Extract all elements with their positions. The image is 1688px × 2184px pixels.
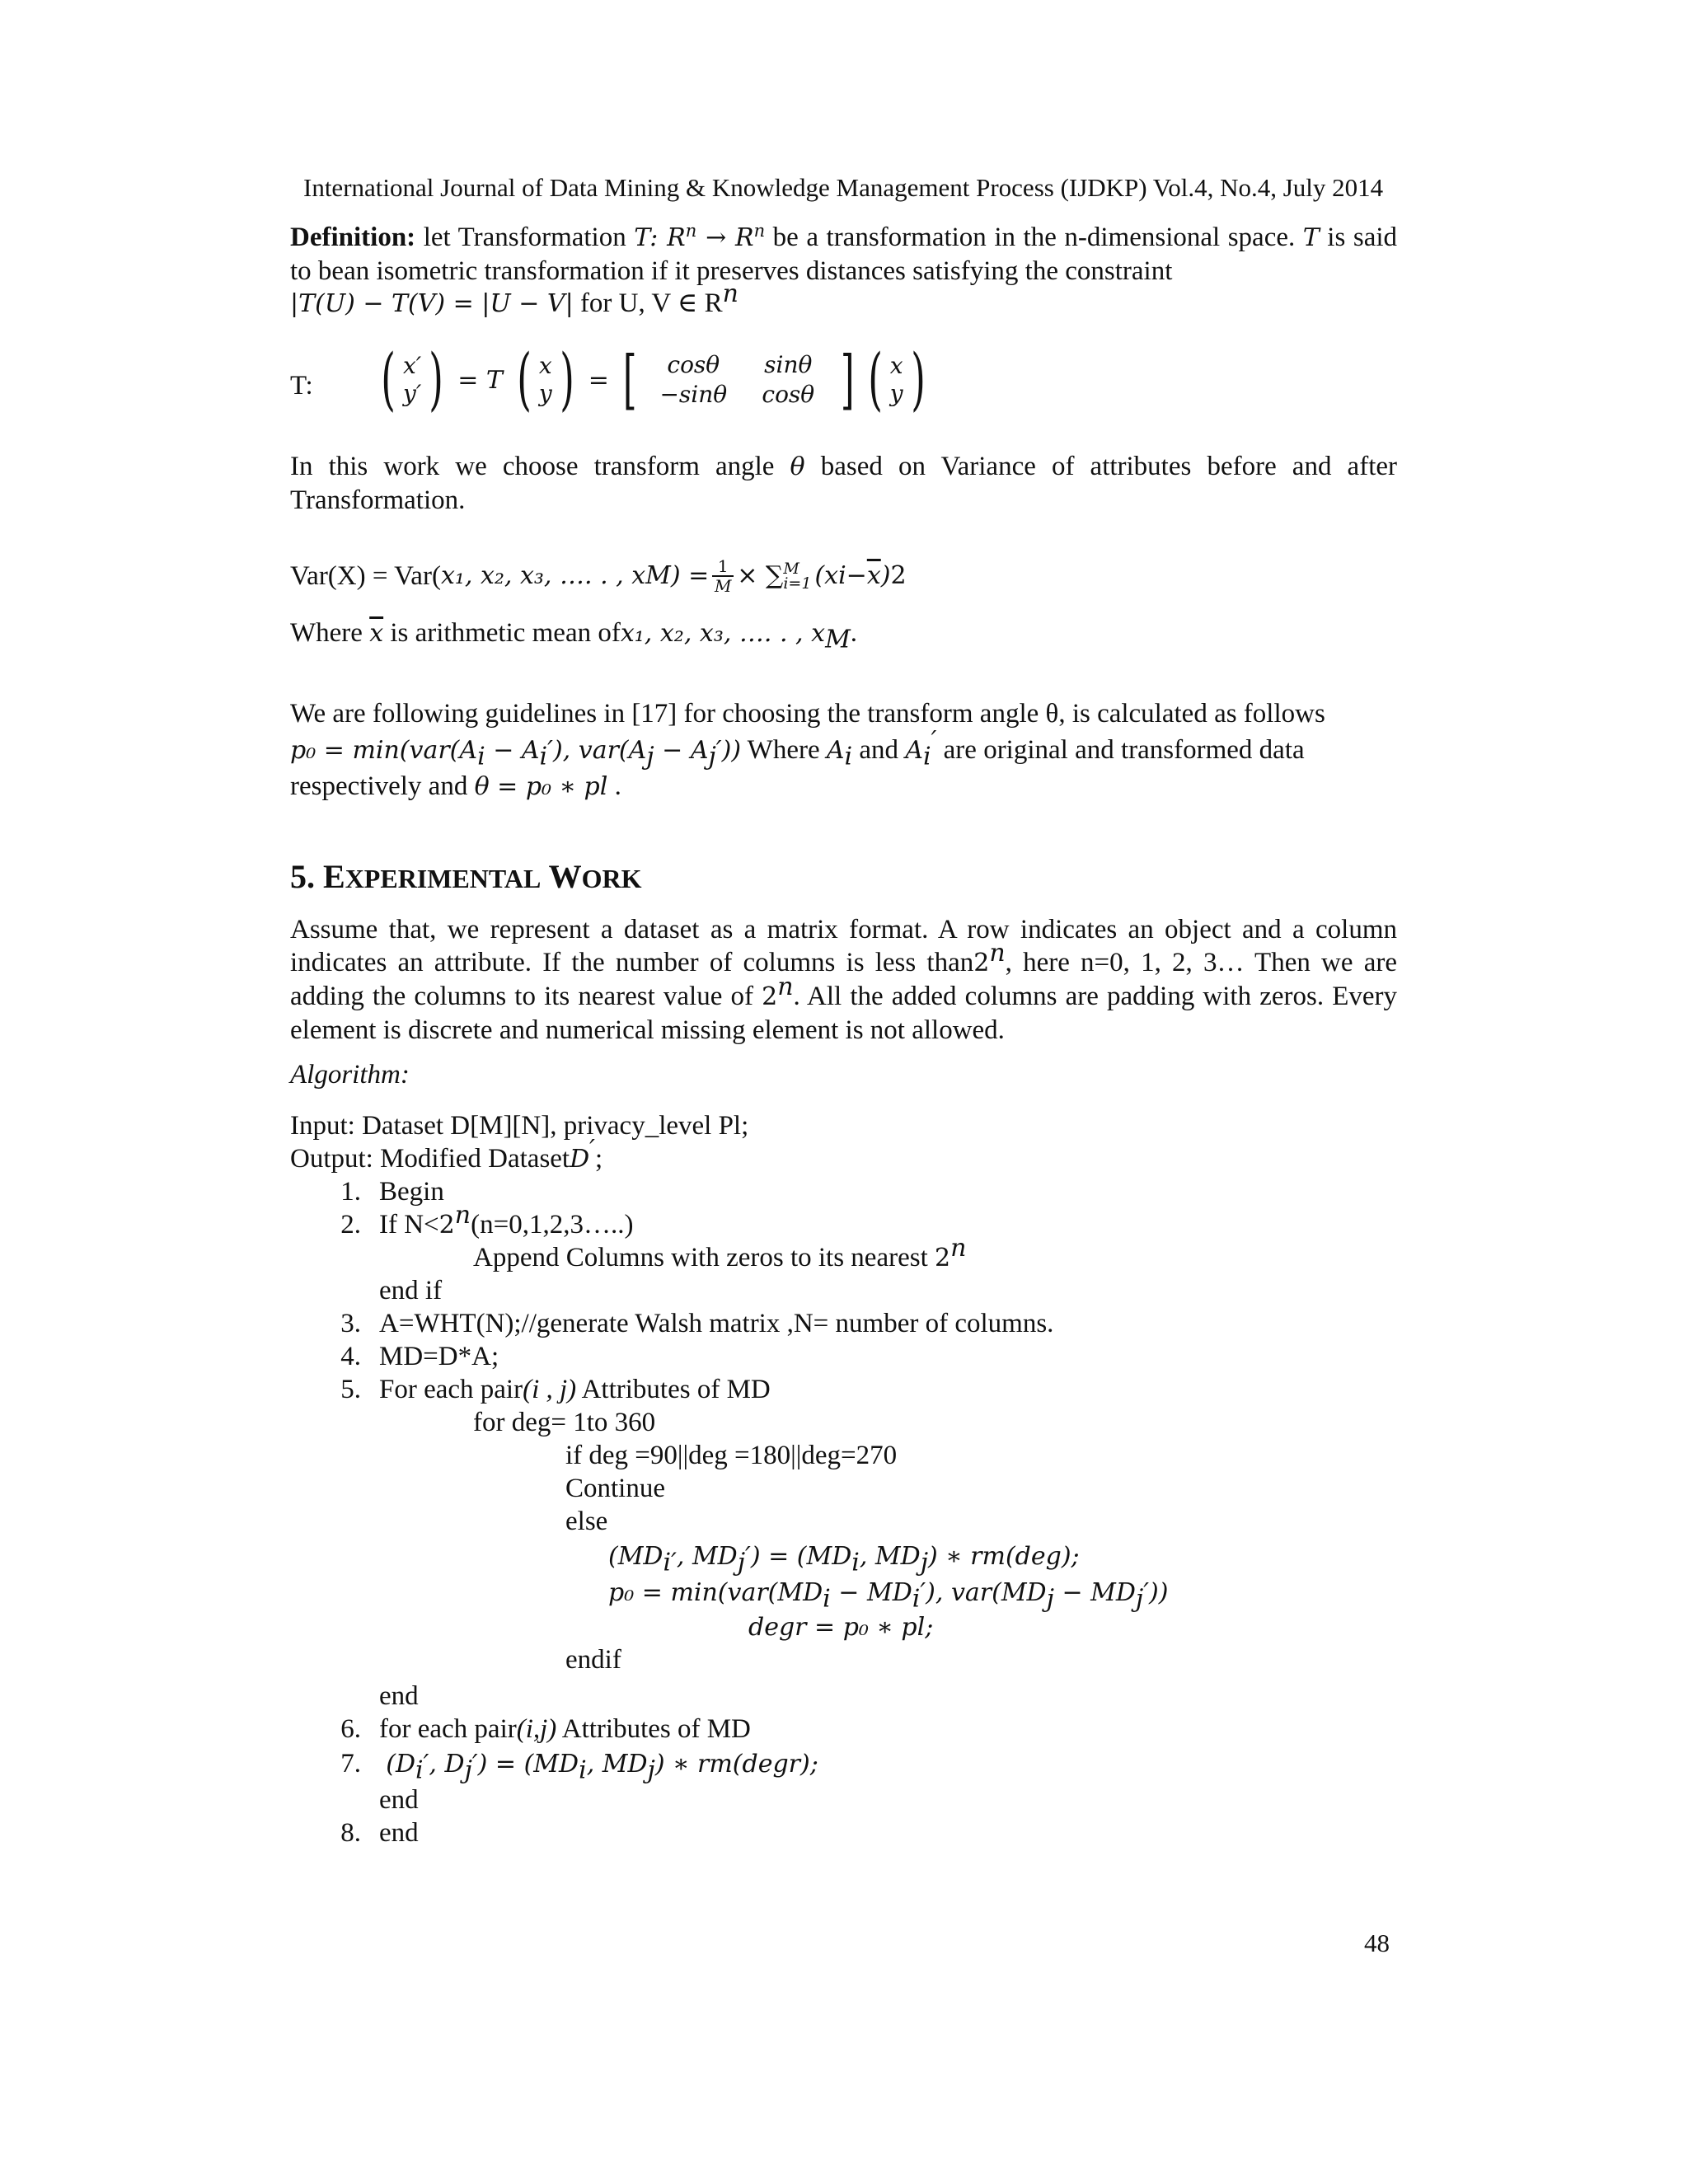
- step-5-endif: endif: [565, 1645, 621, 1675]
- definition-text: be a transformation in the n-dimensional space.: [765, 223, 1303, 252]
- eq-sign: = T: [457, 365, 503, 395]
- definition-text: let Transformation: [415, 223, 635, 252]
- section-heading: 5. EXPERIMENTAL WORK: [290, 858, 642, 895]
- experimental-paragraph: Assume that, we represent a dataset as a matrix format. A row indicates an object and a column indicates an attribute. If the number of columns is less than2$^n$, here n=0, 1, 2, 3… Then we are adding the columns to its nearest value of 2$^n$. All the added columns are padding with zeros. Every element is discrete and numerical missing element is not allowed.: [290, 915, 1397, 1045]
- angle-paragraph: In this work we choose transform angle θ based on Variance of attributes before and after Transformation.: [290, 452, 1397, 515]
- rhs-vector: x y: [889, 352, 903, 407]
- definition-text: is said to bean isometric transformation if it preserves distances satisfying the constraint: [290, 223, 1398, 286]
- algorithm-input: Input: Dataset D[M][N], privacy_level Pl;: [290, 1111, 749, 1141]
- math-transform: T: $R^n \to R^n$: [634, 221, 766, 252]
- theta-definition: respectively and θ = p₀ ∗ pl .: [290, 771, 621, 801]
- page-number: 48: [1364, 1929, 1390, 1957]
- algorithm-output: Output: Modified DatasetD′;: [290, 1135, 603, 1174]
- step-5-p0: $p_0 = \min(var(MD_i - MD_i')$, $var(MD_j - MD_j')$): [608, 1578, 1169, 1614]
- algorithm-title: Algorithm:: [290, 1060, 410, 1090]
- eq-sign: =: [588, 365, 609, 395]
- step-5-if: if deg =90||deg =180||deg=270: [565, 1441, 898, 1470]
- transform-label: T:: [290, 371, 313, 401]
- lhs-vector: x′ y′: [403, 352, 422, 407]
- variance-fraction: $\frac{1}{M}$: [712, 557, 734, 595]
- step-7: 7. ($D_i'$, $D_j') = (MD_i$, $MD_j$) ∗ rm(degr);: [340, 1749, 818, 1785]
- step-5-for: for deg= 1to 360: [473, 1408, 656, 1437]
- step-4: 4. MD=D*A;: [340, 1342, 499, 1371]
- definition-label: Definition:: [290, 223, 416, 252]
- math-t: T: [1302, 223, 1320, 252]
- rotation-matrix: cosθ sinθ −sinθ cosθ: [659, 351, 815, 408]
- mean-definition: Where $\overline{x}$ is arithmetic mean ofx₁, x₂, x₃, …. . , $x_M$.: [290, 618, 858, 654]
- step-5-degr: degr = p₀ ∗ pl;: [748, 1613, 934, 1642]
- step-2-append: Append Columns with zeros to its nearest 2$^n$: [473, 1234, 967, 1272]
- step-2: 2. If $N<2^n(n=0,1,2,3\dots..)$: [340, 1201, 634, 1240]
- step-5: 5. For each pair(i , j) Attributes of MD: [340, 1375, 771, 1404]
- step-2-endif: end if: [379, 1276, 443, 1305]
- step-8: 8. end: [340, 1818, 419, 1848]
- step-5-end: end: [379, 1681, 419, 1711]
- step-7-end: end: [379, 1785, 419, 1815]
- step-5-else: else: [565, 1507, 608, 1536]
- p0-formula: $p_0 = \min(var(A_i - A_i')$, $var(A_j - A_j')$) Where $A_i$ and $A_i'$ are original and transformed data: [290, 726, 1305, 771]
- step-5-rotation: ($MD_{i'}$, $MD_j') = (MD_i$, $MD_j$) ∗ rm(deg);: [608, 1542, 1080, 1577]
- journal-header: International Journal of Data Mining & Knowledge Management Process (IJDKP) Vol.4, No.4, July 2014: [303, 173, 1384, 202]
- variance-equation: Var(X) = Var( x₁, x₂, x₃, …. . , x M ) = $\frac{1}{M}$ × ∑ M i=1 (x i − $\overline{x}$ ) 2: [290, 556, 907, 596]
- transform-equation: ( x′ y′ ) = T ( x y ) = [ cosθ sinθ −sinθ cosθ ] ( x y ): [381, 340, 926, 419]
- step-3: 3. A=WHT(N);//generate Walsh matrix ,N= number of columns.: [340, 1309, 1054, 1338]
- isometry-constraint: |T(U) − T(V) = |U − V| for U, V ∈ $R^n$: [290, 279, 738, 318]
- step-5-continue: Continue: [565, 1474, 665, 1503]
- step-6: 6. for each pair(i,j) Attributes of MD: [340, 1714, 751, 1744]
- definition-paragraph: [290, 221, 1397, 288]
- guidelines-line: We are following guidelines in [17] for choosing the transform angle θ, is calculated as follows: [290, 699, 1325, 729]
- mid-vector: x y: [538, 352, 552, 407]
- step-1: 1. Begin: [340, 1177, 444, 1207]
